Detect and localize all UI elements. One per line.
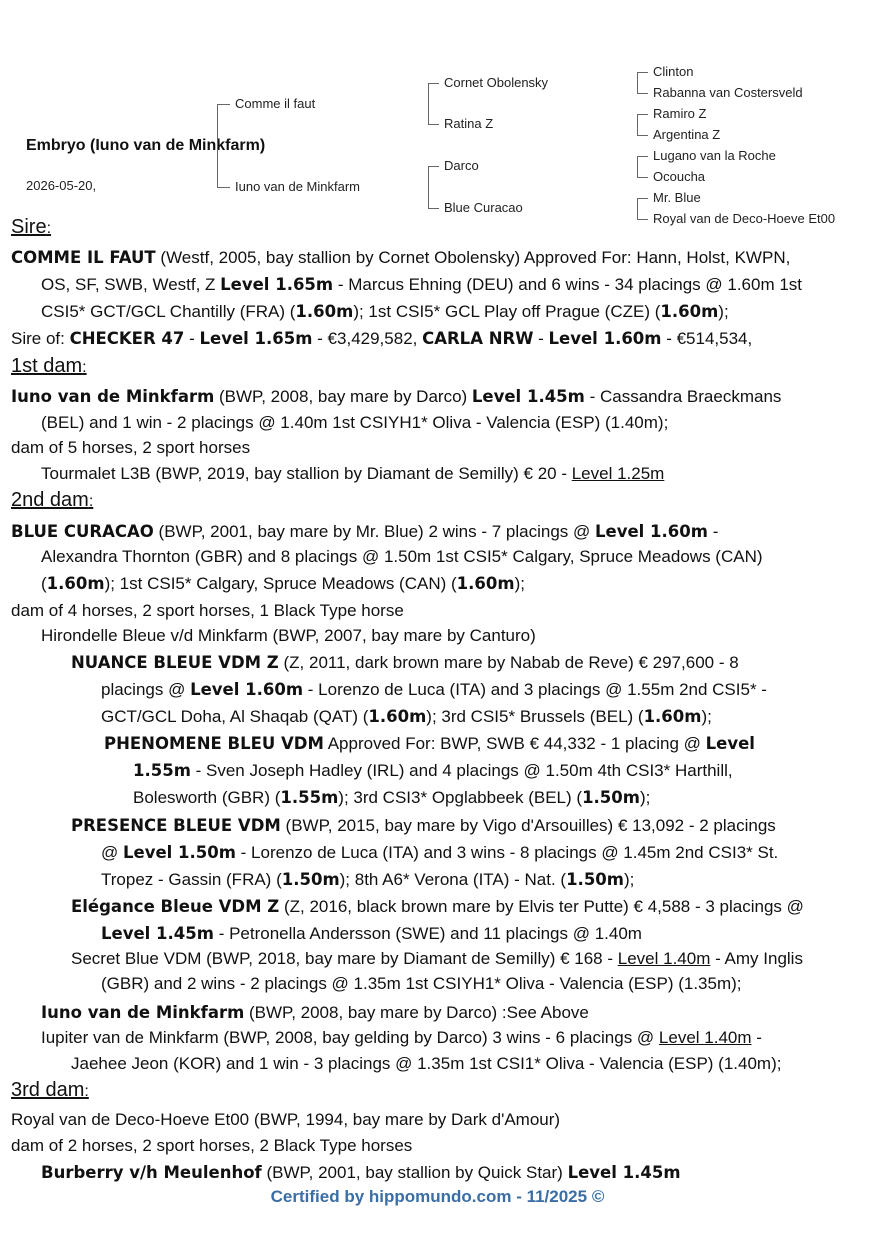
pedigree-gen4[interactable]: Clinton bbox=[653, 64, 694, 79]
text-segment: ); 3rd CSI3* Opglabbeek (BEL) ( bbox=[338, 788, 583, 807]
text-line: Alexandra Thornton (GBR) and 8 placings @ 1.50m 1st CSI5* Calgary, Spruce Meadows (CAN) bbox=[41, 547, 763, 566]
text-line bbox=[71, 649, 739, 676]
text-segment: - Amy Inglis bbox=[710, 949, 803, 968]
pedigree-gen4[interactable]: Lugano van la Roche bbox=[653, 148, 776, 163]
text-line bbox=[101, 920, 642, 947]
text-segment: ); 1st CSI5* Calgary, Spruce Meadows (CAN) ( bbox=[104, 574, 457, 593]
text-segment: - Marcus Ehning (DEU) and 6 wins - 34 placings @ 1.60m 1st bbox=[333, 275, 803, 294]
text-segment: ); bbox=[623, 870, 635, 889]
text-segment: - €514,534, bbox=[661, 329, 753, 348]
level-value: Level 1.45m bbox=[101, 924, 214, 943]
text-line bbox=[133, 784, 650, 811]
pedigree-subject: Embryo (Iuno van de Minkfarm) bbox=[26, 137, 266, 154]
text-line bbox=[41, 999, 589, 1026]
heading-label: 1st dam bbox=[11, 355, 83, 377]
text-segment: - bbox=[751, 1028, 762, 1047]
text-line bbox=[101, 676, 767, 703]
text-segment: Sire of: bbox=[11, 329, 70, 348]
pedigree-gen4[interactable]: Ocoucha bbox=[653, 169, 706, 184]
text-line bbox=[71, 893, 804, 920]
level-value: 1.55m bbox=[133, 761, 191, 780]
text-segment: @ bbox=[101, 843, 123, 862]
text-line: (GBR) and 2 wins - 2 placings @ 1.35m 1st CSIYH1* Oliva - Valencia (ESP) (1.35m); bbox=[101, 974, 742, 993]
horse-name: Burberry v/h Meulenhof bbox=[41, 1163, 262, 1182]
text-segment: - Cassandra Braeckmans bbox=[584, 387, 782, 406]
text-segment: - Petronella Andersson (SWE) and 11 placings @ 1.40m bbox=[213, 924, 642, 943]
text-line: dam of 2 horses, 2 sport horses, 2 Black Type horses bbox=[11, 1136, 413, 1155]
level-value: Level 1.25m bbox=[571, 464, 665, 483]
pedigree-line bbox=[637, 72, 648, 94]
section-heading-sire bbox=[11, 216, 51, 239]
pedigree-line bbox=[217, 104, 230, 188]
height-value: 1.55m bbox=[280, 788, 339, 807]
pedigree-gen3[interactable]: Cornet Obolensky bbox=[444, 75, 549, 90]
height-value: 1.60m bbox=[456, 574, 515, 593]
level-value: Level 1.65m bbox=[220, 275, 334, 294]
pedigree-gen4[interactable]: Royal van de Deco-Hoeve Et00 bbox=[653, 211, 836, 226]
pedigree-sire[interactable]: Comme il faut bbox=[235, 96, 316, 111]
horse-name: Iuno van de Minkfarm bbox=[11, 387, 215, 406]
text-line bbox=[41, 298, 729, 325]
text-segment: OS, SF, SWB, Westf, Z bbox=[41, 275, 221, 294]
level-value: Level bbox=[705, 734, 755, 753]
pedigree-gen3[interactable]: Blue Curacao bbox=[444, 200, 523, 215]
certification-footer[interactable]: Certified by hippomundo.com - 11/2025 © bbox=[270, 1187, 605, 1206]
pedigree-gen3[interactable]: Darco bbox=[444, 158, 479, 173]
horse-name: BLUE CURACAO bbox=[11, 522, 154, 541]
horse-name: PHENOMENE BLEU VDM bbox=[104, 734, 324, 753]
text-line bbox=[41, 271, 802, 298]
text-segment: - bbox=[533, 329, 549, 348]
text-segment: (BWP, 2008, bay mare by Darco) :See Above bbox=[244, 1003, 589, 1022]
pedigree-gen4[interactable]: Mr. Blue bbox=[653, 190, 701, 205]
heading-colon: : bbox=[46, 220, 52, 237]
text-segment: ); bbox=[718, 302, 729, 321]
text-line bbox=[71, 945, 803, 972]
text-line bbox=[11, 518, 718, 545]
pedigree-gen4[interactable]: Rabanna van Costersveld bbox=[653, 85, 803, 100]
heading-label: 3rd dam bbox=[11, 1079, 85, 1101]
level-value: Level 1.40m bbox=[617, 949, 711, 968]
text-line bbox=[104, 730, 755, 757]
pedigree-gen3[interactable]: Ratina Z bbox=[444, 116, 494, 131]
heading-colon: : bbox=[88, 493, 94, 510]
text-line: Royal van de Deco-Hoeve Et00 (BWP, 1994, bay mare by Dark d'Amour) bbox=[11, 1110, 561, 1129]
pedigree-gen4[interactable]: Ramiro Z bbox=[653, 106, 707, 121]
level-value: Level 1.65m bbox=[199, 329, 313, 348]
height-value: 1.50m bbox=[281, 870, 340, 889]
text-line bbox=[11, 244, 790, 271]
text-line bbox=[41, 1024, 762, 1051]
text-line bbox=[133, 757, 733, 784]
pedigree-dam[interactable]: Iuno van de Minkfarm bbox=[235, 179, 361, 194]
text-segment: (Z, 2016, black brown mare by Elvis ter Putte) € 4,588 - 3 placings @ bbox=[279, 897, 804, 916]
pedigree-line bbox=[637, 156, 648, 178]
text-line bbox=[11, 325, 752, 352]
pedigree-line bbox=[637, 114, 648, 136]
text-segment: CSI5* GCT/GCL Chantilly (FRA) ( bbox=[41, 302, 296, 321]
text-segment: (BWP, 2001, bay mare by Mr. Blue) 2 wins - 7 placings @ bbox=[153, 522, 595, 541]
text-line bbox=[101, 703, 712, 730]
text-segment: - €3,429,582, bbox=[312, 329, 423, 348]
text-segment: - Lorenzo de Luca (ITA) and 3 placings @ 1.55m 2nd CSI5* - bbox=[303, 680, 767, 699]
heading-label: 2nd dam bbox=[11, 489, 89, 511]
text-segment: ); 1st CSI5* GCL Play off Prague (CZE) ( bbox=[353, 302, 661, 321]
text-segment: (Westf, 2005, bay stallion by Cornet Obolensky) Approved For: Hann, Holst, KWPN, bbox=[155, 248, 791, 267]
level-value: Level 1.45m bbox=[567, 1163, 681, 1182]
text-line: Jaehee Jeon (KOR) and 1 win - 3 placings @ 1.35m 1st CSI1* Oliva - Valencia (ESP) (1.40m); bbox=[71, 1054, 782, 1073]
horse-name: Elégance Bleue VDM Z bbox=[71, 897, 280, 916]
pedigree-line bbox=[428, 83, 439, 125]
text-segment: Tropez - Gassin (FRA) ( bbox=[101, 870, 282, 889]
text-segment: Bolesworth (GBR) ( bbox=[133, 788, 281, 807]
text-segment: Approved For: BWP, SWB € 44,332 - 1 placing @ bbox=[323, 734, 706, 753]
height-value: 1.60m bbox=[295, 302, 354, 321]
level-value: Level 1.60m bbox=[190, 680, 304, 699]
height-value: 1.60m bbox=[46, 574, 105, 593]
level-value: Level 1.60m bbox=[548, 329, 662, 348]
heading-label: Sire bbox=[11, 216, 47, 238]
level-value: Level 1.40m bbox=[658, 1028, 752, 1047]
height-value: 1.60m bbox=[643, 707, 702, 726]
text-segment: (BWP, 2008, bay mare by Darco) bbox=[214, 387, 472, 406]
section-heading-1st-dam bbox=[11, 355, 87, 378]
text-line: Hirondelle Bleue v/d Minkfarm (BWP, 2007, bay mare by Canturo) bbox=[41, 626, 536, 645]
pedigree-line bbox=[637, 198, 648, 220]
text-segment: Iupiter van de Minkfarm (BWP, 2008, bay gelding by Darco) 3 wins - 6 placings @ bbox=[41, 1028, 659, 1047]
height-value: 1.60m bbox=[368, 707, 427, 726]
text-segment: Secret Blue VDM (BWP, 2018, bay mare by Diamant de Semilly) € 168 - bbox=[71, 949, 618, 968]
text-line bbox=[101, 866, 634, 893]
text-line bbox=[11, 383, 781, 410]
pedigree-line bbox=[428, 166, 439, 209]
level-value: Level 1.50m bbox=[122, 843, 236, 862]
text-segment: (BWP, 2001, bay stallion by Quick Star) bbox=[261, 1163, 568, 1182]
text-segment: ); bbox=[639, 788, 651, 807]
text-segment: ( bbox=[41, 574, 47, 593]
height-value: 1.50m bbox=[582, 788, 640, 807]
text-segment: ); 3rd CSI5* Brussels (BEL) ( bbox=[426, 707, 644, 726]
text-segment: (Z, 2011, dark brown mare by Nabab de Reve) € 297,600 - 8 bbox=[278, 653, 739, 672]
text-line: (BEL) and 1 win - 2 placings @ 1.40m 1st CSIYH1* Oliva - Valencia (ESP) (1.40m); bbox=[41, 413, 669, 432]
text-segment: ); 8th A6* Verona (ITA) - Nat. ( bbox=[339, 870, 567, 889]
pedigree-gen4[interactable]: Argentina Z bbox=[653, 127, 721, 142]
height-value: 1.60m bbox=[660, 302, 719, 321]
text-line bbox=[41, 460, 664, 487]
text-segment: - bbox=[707, 522, 719, 541]
text-line: dam of 5 horses, 2 sport horses bbox=[11, 438, 251, 457]
text-line bbox=[41, 570, 525, 597]
section-heading-3rd-dam bbox=[11, 1079, 89, 1102]
horse-name: CARLA NRW bbox=[422, 329, 534, 348]
horse-name: Iuno van de Minkfarm bbox=[41, 1003, 245, 1022]
text-segment: ); bbox=[701, 707, 712, 726]
horse-name: PRESENCE BLEUE VDM bbox=[71, 816, 281, 835]
text-segment: (BWP, 2015, bay mare by Vigo d'Arsouilles) € 13,092 - 2 placings bbox=[280, 816, 776, 835]
level-value: Level 1.60m bbox=[595, 522, 708, 541]
text-line: dam of 4 horses, 2 sport horses, 1 Black Type horse bbox=[11, 601, 404, 620]
section-heading-2nd-dam bbox=[11, 489, 93, 512]
horse-name: CHECKER 47 bbox=[69, 329, 185, 348]
text-segment: GCT/GCL Doha, Al Shaqab (QAT) ( bbox=[101, 707, 369, 726]
text-segment: Tourmalet L3B (BWP, 2019, bay stallion by Diamant de Semilly) € 20 - bbox=[41, 464, 572, 483]
horse-name: COMME IL FAUT bbox=[11, 248, 156, 267]
text-segment: - bbox=[184, 329, 200, 348]
text-line bbox=[71, 812, 776, 839]
text-segment: placings @ bbox=[101, 680, 191, 699]
text-segment: - Sven Joseph Hadley (IRL) and 4 placings @ 1.50m 4th CSI3* Harthill, bbox=[190, 761, 733, 780]
pedigree-date: 2026-05-20, bbox=[26, 178, 97, 193]
heading-colon: : bbox=[84, 1083, 89, 1100]
horse-name: NUANCE BLEUE VDM Z bbox=[71, 653, 279, 672]
text-line bbox=[101, 839, 778, 866]
text-segment: - Lorenzo de Luca (ITA) and 3 wins - 8 placings @ 1.45m 2nd CSI3* St. bbox=[235, 843, 779, 862]
text-line bbox=[41, 1159, 681, 1186]
level-value: Level 1.45m bbox=[471, 387, 585, 406]
height-value: 1.50m bbox=[566, 870, 624, 889]
text-segment: ); bbox=[514, 574, 525, 593]
heading-colon: : bbox=[82, 359, 87, 376]
